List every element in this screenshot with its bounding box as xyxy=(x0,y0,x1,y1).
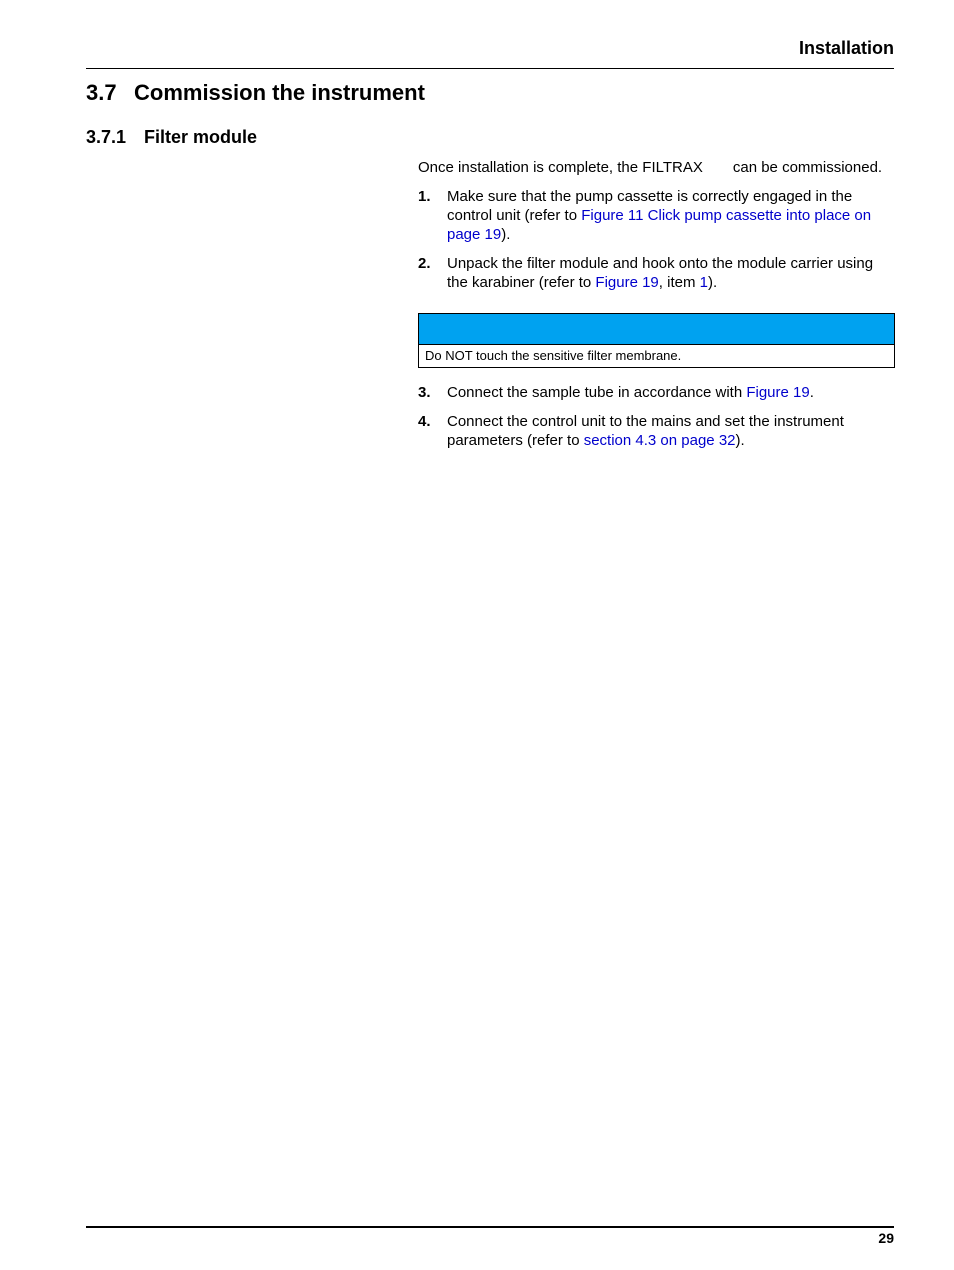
intro-text-part1: Once installation is complete, the FILTRAX xyxy=(418,159,703,176)
section-link[interactable]: section 4.3 on page 32 xyxy=(583,432,736,449)
step-text-end: ). xyxy=(707,274,718,291)
step-text-end: ). xyxy=(735,432,745,449)
figure-link[interactable]: Figure 19 xyxy=(595,274,659,291)
page-number: 29 xyxy=(878,1230,894,1246)
step-number: 2. xyxy=(418,255,431,272)
list-item xyxy=(418,383,895,402)
step-text-mid: , item xyxy=(658,274,700,291)
running-header: Installation xyxy=(798,38,894,58)
steps-list-a xyxy=(418,187,895,292)
step-number: 4. xyxy=(418,413,431,430)
step-text: Make sure that the pump cassette is correctly engaged in the control unit (refer to xyxy=(447,188,853,224)
step-number: 1. xyxy=(418,188,431,205)
step-text: Connect the control unit to the mains and set the instrument parameters (refer to xyxy=(447,413,844,449)
notice-box xyxy=(418,313,895,368)
figure-link[interactable]: Figure 19 xyxy=(746,384,810,401)
step-text: Connect the sample tube in accordance with xyxy=(447,384,747,401)
subsection-number: 3.7.1 xyxy=(86,127,127,147)
item-link[interactable]: 1 xyxy=(699,274,708,291)
section-heading xyxy=(86,80,425,106)
step-text-end: . xyxy=(809,384,814,401)
subsection-title: Filter module xyxy=(144,127,258,147)
intro-paragraph xyxy=(418,158,895,177)
intro-text-part2: can be commissioned. xyxy=(732,159,883,176)
header-rule xyxy=(86,68,894,69)
section-title: Commission the instrument xyxy=(134,80,425,105)
list-item xyxy=(418,254,895,292)
figure-link[interactable]: Figure 11 Click pump cassette into place on page 19 xyxy=(447,207,872,243)
subsection-heading xyxy=(86,127,257,148)
list-item xyxy=(418,187,895,244)
notice-header-bar xyxy=(419,314,894,345)
list-item xyxy=(418,412,895,450)
footer-rule xyxy=(86,1226,894,1228)
section-number: 3.7 xyxy=(86,80,117,105)
step-number: 3. xyxy=(418,384,431,401)
notice-text: Do NOT touch the sensitive filter membrane. xyxy=(425,348,682,363)
step-text-end: ). xyxy=(501,226,511,243)
body-content xyxy=(418,158,895,460)
steps-list-b xyxy=(418,383,895,450)
step-text: Unpack the filter module and hook onto the module carrier using the karabiner (refer to xyxy=(447,255,874,291)
